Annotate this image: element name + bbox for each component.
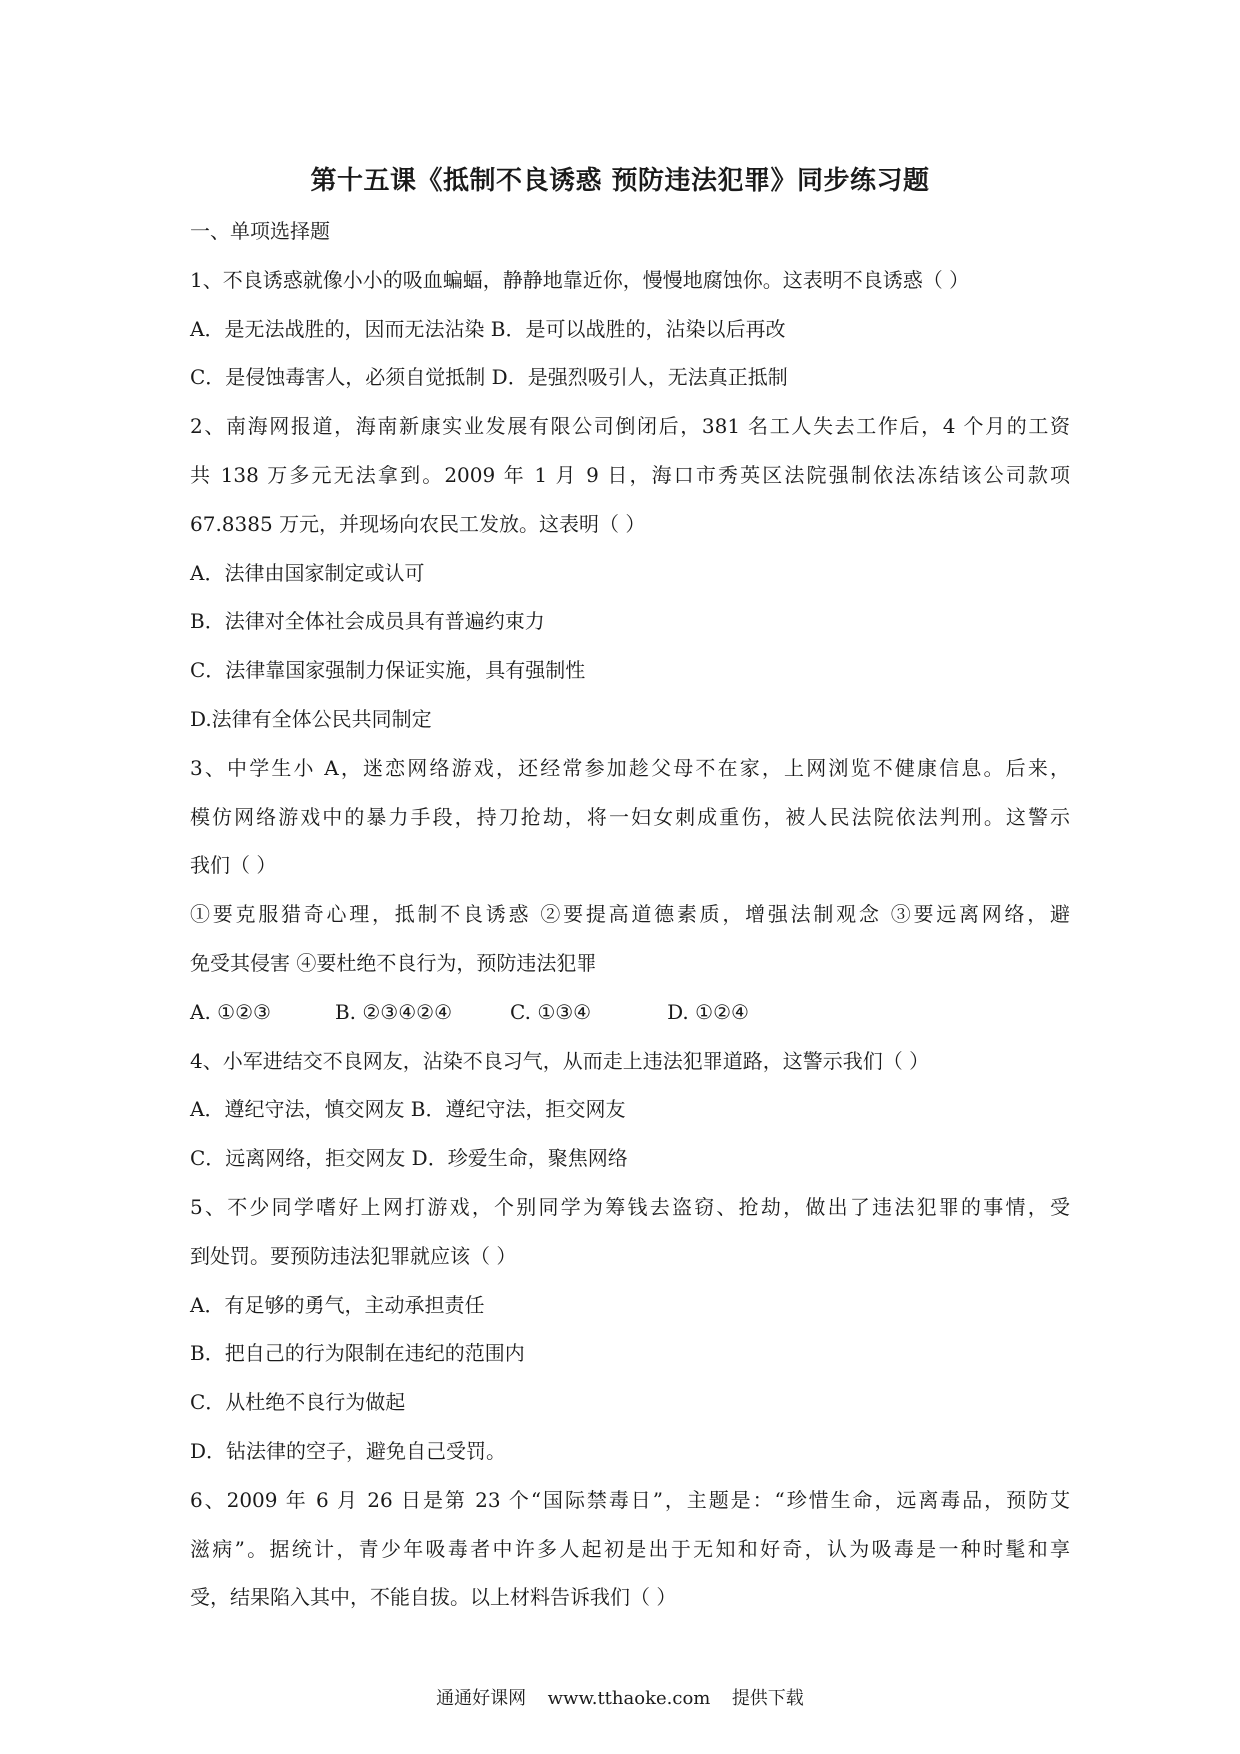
q3-items-line-2: 免受其侵害 ④要杜绝不良行为，预防违法犯罪 (190, 950, 597, 975)
q3-stem-line-2: 模仿网络游戏中的暴力手段，持刀抢劫，将一妇女刺成重伤，被人民法院依法判刑。这警示 (190, 804, 1070, 829)
q6-stem-line-3: 受，结果陷入其中，不能自拔。以上材料告诉我们（ ） (190, 1585, 677, 1610)
q1-options-ab: A．是无法战胜的，因而无法沾染 B．是可以战胜的，沾染以后再改 (190, 316, 786, 341)
q1-stem: 1、不良诱惑就像小小的吸血蝙蝠，静静地靠近你，慢慢地腐蚀你。这表明不良诱惑（ ） (190, 267, 970, 292)
section-heading: 一、单项选择题 (190, 219, 330, 243)
footer-note: 提供下载 (731, 1688, 804, 1709)
q3-option-a: A. ①②③ (190, 999, 271, 1024)
document-title: 第十五课《抵制不良诱惑 预防违法犯罪》同步练习题 (310, 166, 930, 196)
q3-stem-line-3: 我们（ ） (190, 853, 277, 878)
q3-items-line-1: ①要克服猎奇心理，抵制不良诱惑 ②要提高道德素质，增强法制观念 ③要远离网络，避 (190, 902, 1070, 927)
q2-option-d: D.法律有全体公民共同制定 (190, 706, 432, 731)
q2-stem-line-1: 2、南海网报道，海南新康实业发展有限公司倒闭后，381 名工人失去工作后，4 个月的工资 (190, 414, 1070, 439)
q4-options-cd: C．远离网络，拒交网友 D．珍爱生命，聚焦网络 (190, 1146, 628, 1171)
q5-option-a: A．有足够的勇气，主动承担责任 (190, 1292, 485, 1317)
q5-option-d: D．钻法律的空子，避免自己受罚。 (190, 1438, 507, 1463)
q4-stem: 4、小军进结交不良网友，沾染不良习气，从而走上违法犯罪道路，这警示我们（ ） (190, 1048, 930, 1073)
q4-options-ab: A．遵纪守法，慎交网友 B．遵纪守法，拒交网友 (190, 1097, 626, 1122)
q3-stem-line-1: 3、中学生小 A，迷恋网络游戏，还经常参加趁父母不在家，上网浏览不健康信息。后来， (190, 755, 1070, 780)
q2-option-c: C．法律靠国家强制力保证实施，具有强制性 (190, 658, 586, 683)
q3-option-c: C. ①③④ (510, 999, 592, 1024)
q2-option-a: A．法律由国家制定或认可 (190, 560, 425, 585)
document-body (190, 207, 1070, 1622)
footer-url[interactable]: www.tthaoke.com (547, 1688, 711, 1709)
q6-stem-line-2: 滋病”。据统计，青少年吸毒者中许多人起初是出于无知和好奇，认为吸毒是一种时髦和享 (190, 1536, 1070, 1561)
q2-option-b: B．法律对全体社会成员具有普遍约束力 (190, 609, 545, 634)
footer-site-name: 通通好课网 (436, 1688, 527, 1709)
q5-stem-line-1: 5、不少同学嗜好上网打游戏，个别同学为筹钱去盗窃、抢劫，做出了违法犯罪的事情，受 (190, 1194, 1070, 1219)
q3-option-d: D. ①②④ (667, 999, 749, 1024)
q2-stem-line-2: 共 138 万多元无法拿到。2009 年 1 月 9 日，海口市秀英区法院强制依法冻结该公司款项 (190, 462, 1070, 487)
q1-options-cd: C．是侵蚀毒害人，必须自觉抵制 D．是强烈吸引人，无法真正抵制 (190, 365, 788, 390)
q3-options (190, 988, 1070, 1037)
q5-option-b: B．把自己的行为限制在违纪的范围内 (190, 1341, 525, 1366)
q2-stem-line-3: 67.8385 万元，并现场向农民工发放。这表明（ ） (190, 511, 646, 536)
q6-stem-line-1: 6、2009 年 6 月 26 日是第 23 个“国际禁毒日”，主题是：“珍惜生命，远离毒品，预防艾 (190, 1487, 1070, 1512)
page-footer (0, 1684, 1240, 1710)
q5-stem-line-2: 到处罚。要预防违法犯罪就应该（ ） (190, 1243, 517, 1268)
q5-option-c: C．从杜绝不良行为做起 (190, 1390, 406, 1415)
q3-option-b: B. ②③④②④ (334, 999, 453, 1024)
